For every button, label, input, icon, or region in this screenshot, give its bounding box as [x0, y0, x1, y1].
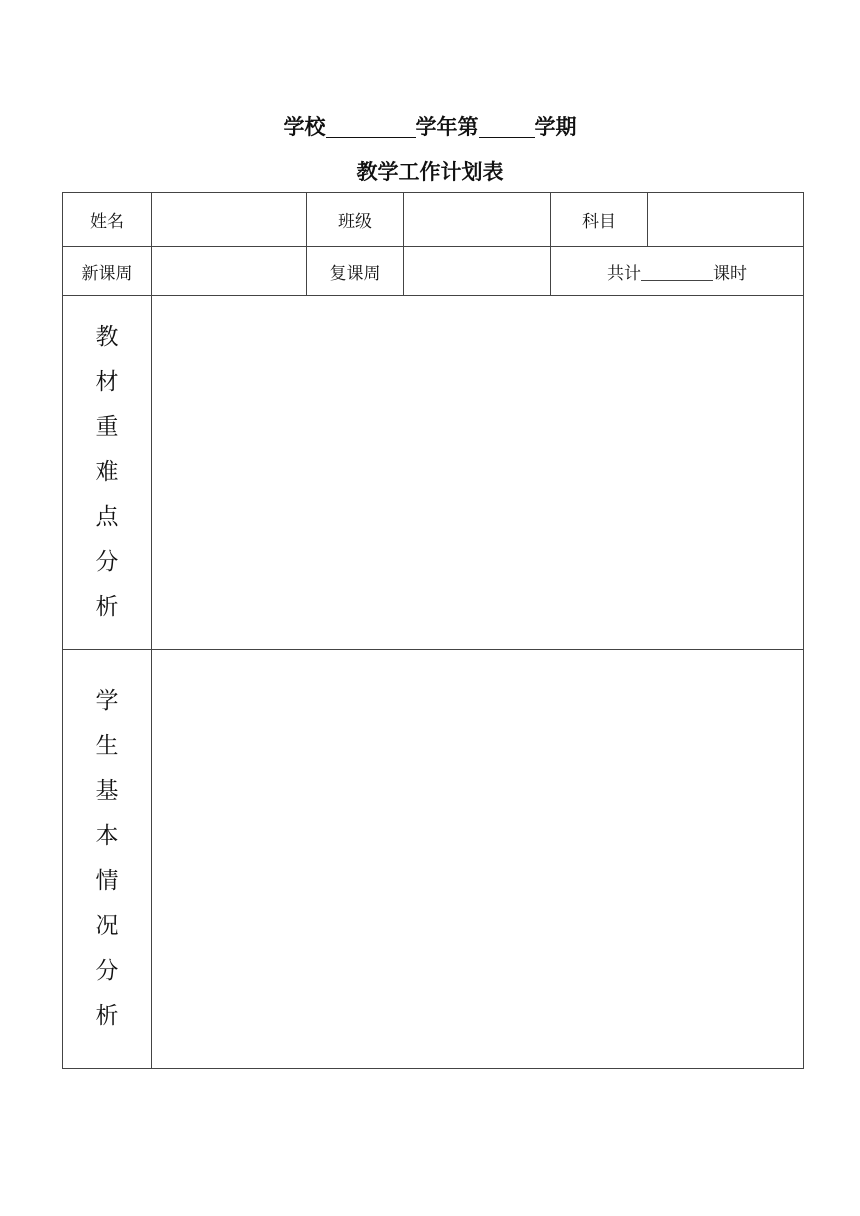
- new-course-weeks-label: 新课周: [63, 247, 152, 296]
- label-char: 情: [95, 868, 119, 894]
- label-char: 重: [95, 414, 119, 440]
- table-row: [63, 650, 804, 1069]
- class-field[interactable]: [404, 193, 551, 247]
- label-char: 生: [95, 733, 119, 759]
- review-weeks-field[interactable]: [404, 247, 551, 296]
- name-field[interactable]: [152, 193, 307, 247]
- term-blank[interactable]: [479, 115, 535, 138]
- name-label: 姓名: [63, 193, 152, 247]
- year-label: 学年第: [415, 115, 479, 139]
- label-char: 基: [95, 778, 119, 804]
- school-term-header: [0, 111, 860, 141]
- class-label: 班级: [307, 193, 404, 247]
- total-hours-cell: [551, 247, 804, 296]
- label-char: 教: [95, 324, 119, 350]
- table-row: [63, 296, 804, 650]
- school-label: 学校: [283, 115, 326, 139]
- label-char: 难: [95, 459, 119, 485]
- student-analysis-label: [63, 650, 152, 1069]
- label-char: 本: [95, 823, 119, 849]
- subject-field[interactable]: [648, 193, 804, 247]
- label-char: 析: [95, 1003, 119, 1029]
- term-label: 学期: [534, 115, 577, 139]
- label-char: 学: [95, 688, 119, 714]
- label-char: 分: [95, 958, 119, 984]
- label-char: 点: [95, 504, 119, 530]
- total-hours-blank[interactable]: [641, 264, 713, 281]
- student-analysis-field[interactable]: [152, 650, 804, 1069]
- textbook-analysis-label: [63, 296, 152, 650]
- textbook-analysis-field[interactable]: [152, 296, 804, 650]
- new-course-weeks-field[interactable]: [152, 247, 307, 296]
- total-suffix: 课时: [713, 263, 747, 284]
- total-prefix: 共计: [607, 263, 641, 284]
- label-char: 材: [95, 369, 119, 395]
- table-row: [63, 193, 804, 247]
- label-char: 况: [95, 913, 119, 939]
- label-char: 分: [95, 549, 119, 575]
- label-char: 析: [95, 594, 119, 620]
- subject-label: 科目: [551, 193, 648, 247]
- review-weeks-label: 复课周: [307, 247, 404, 296]
- table-row: [63, 247, 804, 296]
- plan-form-table: [62, 192, 804, 1069]
- school-blank[interactable]: [326, 115, 416, 138]
- page-title: 教学工作计划表: [356, 160, 504, 184]
